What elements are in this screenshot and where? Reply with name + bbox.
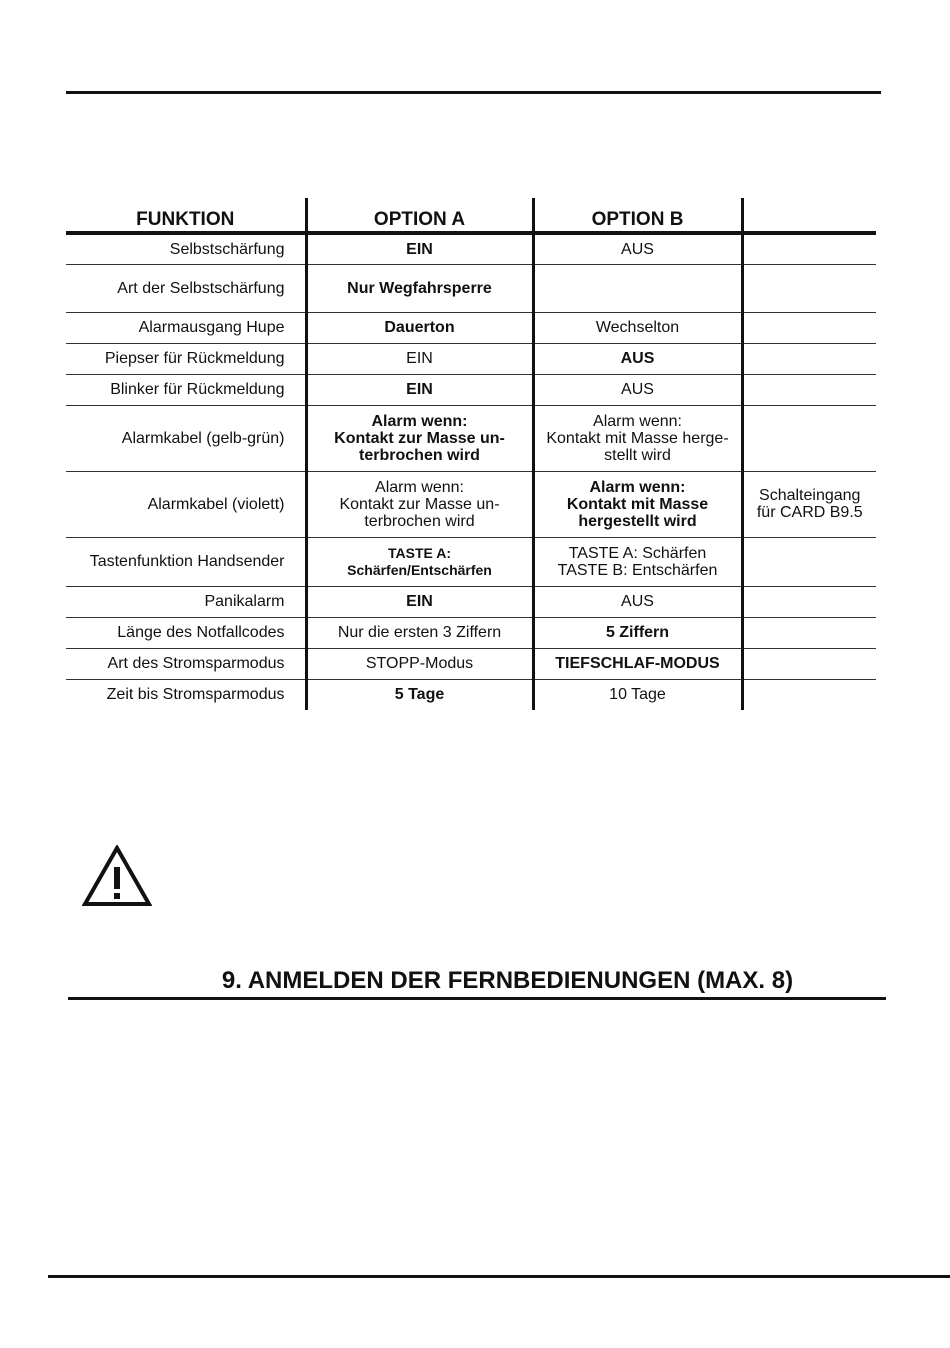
cell-line: terbrochen wird <box>359 446 480 464</box>
cell-extra <box>742 233 876 264</box>
cell-funktion: Blinker für Rückmeldung <box>66 374 306 405</box>
cell-option-a: EIN <box>306 374 533 405</box>
table-row <box>66 264 876 312</box>
cell-line: Kontakt zur Masse un- <box>339 495 500 513</box>
cell-line: stellt wird <box>604 446 671 464</box>
cell-funktion: Panikalarm <box>66 586 306 617</box>
cell-funktion: Alarmkabel (violett) <box>66 471 306 537</box>
table-row <box>66 648 876 679</box>
cell-line: hergestellt wird <box>578 512 697 530</box>
cell-extra <box>742 471 876 537</box>
cell-line: terbrochen wird <box>364 512 475 530</box>
cell-option-b: AUS <box>533 233 742 264</box>
cell-extra <box>742 586 876 617</box>
cell-option-b: 5 Ziffern <box>533 617 742 648</box>
cell-extra <box>742 312 876 343</box>
cell-option-a <box>306 471 533 537</box>
cell-extra <box>742 343 876 374</box>
table-row <box>66 586 876 617</box>
cell-line: TASTE A: <box>388 544 451 561</box>
cell-extra <box>742 648 876 679</box>
cell-option-a: Nur Wegfahrsperre <box>306 264 533 312</box>
table-row <box>66 537 876 586</box>
table-row <box>66 343 876 374</box>
cell-option-b: AUS <box>533 374 742 405</box>
cell-funktion: Alarmkabel (gelb-grün) <box>66 405 306 471</box>
cell-line: Schärfen/Entschärfen <box>347 561 492 578</box>
cell-funktion: Piepser für Rückmeldung <box>66 343 306 374</box>
cell-line: Kontakt zur Masse un- <box>334 429 505 447</box>
header-funktion: FUNKTION <box>66 198 306 233</box>
cell-funktion: Selbstschärfung <box>66 233 306 264</box>
section-heading: 9. ANMELDEN DER FERNBEDIENUNGEN (MAX. 8) <box>221 967 794 994</box>
cell-funktion: Tastenfunktion Handsender <box>66 537 306 586</box>
cell-option-b: 10 Tage <box>533 679 742 710</box>
cell-extra <box>742 679 876 710</box>
header-option-b: OPTION B <box>533 198 742 233</box>
cell-extra <box>742 405 876 471</box>
table-row <box>66 312 876 343</box>
cell-line: TASTE B: Entschärfen <box>557 561 718 579</box>
cell-option-a: EIN <box>306 233 533 264</box>
cell-line: Alarm wenn: <box>375 478 464 496</box>
cell-line: Alarm wenn: <box>371 412 468 430</box>
cell-option-b: TIEFSCHLAF-MODUS <box>533 648 742 679</box>
table-row <box>66 374 876 405</box>
cell-funktion: Zeit bis Stromsparmodus <box>66 679 306 710</box>
section-rule <box>68 997 886 1000</box>
cell-option-a <box>306 537 533 586</box>
table-row <box>66 617 876 648</box>
cell-option-a: EIN <box>306 343 533 374</box>
cell-line: Kontakt mit Masse herge- <box>546 429 729 447</box>
cell-option-b <box>533 471 742 537</box>
cell-line: Alarm wenn: <box>589 478 686 496</box>
cell-extra <box>742 537 876 586</box>
bottom-rule <box>48 1275 950 1278</box>
cell-extra <box>742 374 876 405</box>
cell-line: TASTE A: Schärfen <box>568 544 707 562</box>
header-extra <box>742 198 876 233</box>
cell-funktion: Art des Stromsparmodus <box>66 648 306 679</box>
cell-option-a: EIN <box>306 586 533 617</box>
cell-option-a <box>306 405 533 471</box>
top-rule <box>66 91 881 94</box>
cell-option-a: Dauerton <box>306 312 533 343</box>
cell-line: für CARD B9.5 <box>756 504 863 521</box>
table-row <box>66 405 876 471</box>
cell-option-b: AUS <box>533 343 742 374</box>
cell-line: Alarm wenn: <box>593 412 682 430</box>
cell-extra <box>742 617 876 648</box>
cell-option-a: 5 Tage <box>306 679 533 710</box>
cell-option-a: STOPP-Modus <box>306 648 533 679</box>
cell-line: Kontakt mit Masse <box>566 495 709 513</box>
table-header-row <box>66 198 876 233</box>
cell-option-b: AUS <box>533 586 742 617</box>
table-row <box>66 233 876 264</box>
cell-line: Schalteingang <box>759 487 861 504</box>
cell-option-a: Nur die ersten 3 Ziffern <box>306 617 533 648</box>
header-option-a: OPTION A <box>306 198 533 233</box>
cell-option-b: Wechselton <box>533 312 742 343</box>
cell-funktion: Art der Selbstschärfung <box>66 264 306 312</box>
table-row <box>66 679 876 710</box>
cell-funktion: Alarmausgang Hupe <box>66 312 306 343</box>
cell-extra <box>742 264 876 312</box>
options-table <box>66 198 876 710</box>
cell-funktion: Länge des Notfallcodes <box>66 617 306 648</box>
cell-option-b <box>533 537 742 586</box>
table-row <box>66 471 876 537</box>
cell-option-b <box>533 264 742 312</box>
cell-option-b <box>533 405 742 471</box>
warning-triangle-icon <box>82 845 152 907</box>
